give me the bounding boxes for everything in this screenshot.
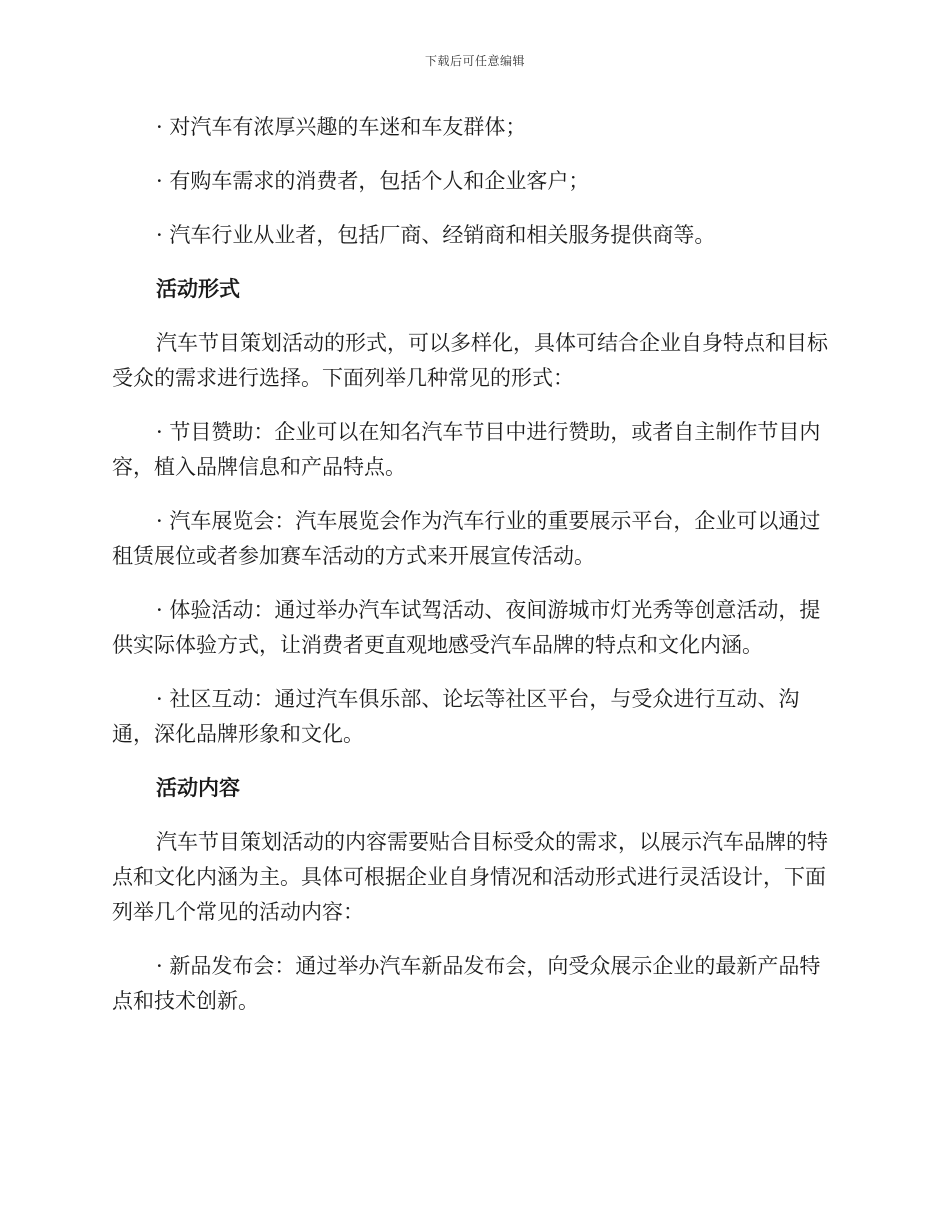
bullet-car-enthusiasts: · 对汽车有浓厚兴趣的车迷和车友群体； xyxy=(156,115,527,139)
bullet-product-launch: · 新品发布会：通过举办汽车新品发布会，向受众展示企业的最新产品特点和技术创新。 xyxy=(112,954,821,1013)
section-heading-activity-form: 活动形式 xyxy=(156,277,240,301)
paragraph-activity-form-intro: 汽车节目策划活动的形式，可以多样化，具体可结合企业自身特点和目标受众的需求进行选择。下面列举几种常见的形式： xyxy=(112,331,828,390)
bullet-industry-practitioners: · 汽车行业从业者，包括厂商、经销商和相关服务提供商等。 xyxy=(156,223,716,247)
bullet-auto-show: · 汽车展览会：汽车展览会作为汽车行业的重要展示平台，企业可以通过租赁展位或者参加赛车活动的方式来开展宣传活动。 xyxy=(112,509,821,568)
page-header: 下载后可任意编辑 xyxy=(424,54,525,68)
bullet-program-sponsorship: · 节目赞助：企业可以在知名汽车节目中进行赞助，或者自主制作节目内容，植入品牌信息和产品特点。 xyxy=(112,420,821,479)
paragraph-activity-content-intro: 汽车节目策划活动的内容需要贴合目标受众的需求，以展示汽车品牌的特点和文化内涵为主。具体可根据企业自身情况和活动形式进行灵活设计，下面列举几个常见的活动内容： xyxy=(112,830,828,924)
section-heading-activity-content: 活动内容 xyxy=(156,776,240,800)
document-body xyxy=(112,110,832,1038)
bullet-car-buyers: · 有购车需求的消费者，包括个人和企业客户； xyxy=(156,169,590,193)
bullet-experience-activity: · 体验活动：通过举办汽车试驾活动、夜间游城市灯光秀等创意活动，提供实际体验方式，让消费者更直观地感受汽车品牌的特点和文化内涵。 xyxy=(112,598,821,657)
bullet-community-interaction: · 社区互动：通过汽车俱乐部、论坛等社区平台，与受众进行互动、沟通，深化品牌形象和文化。 xyxy=(112,687,800,746)
